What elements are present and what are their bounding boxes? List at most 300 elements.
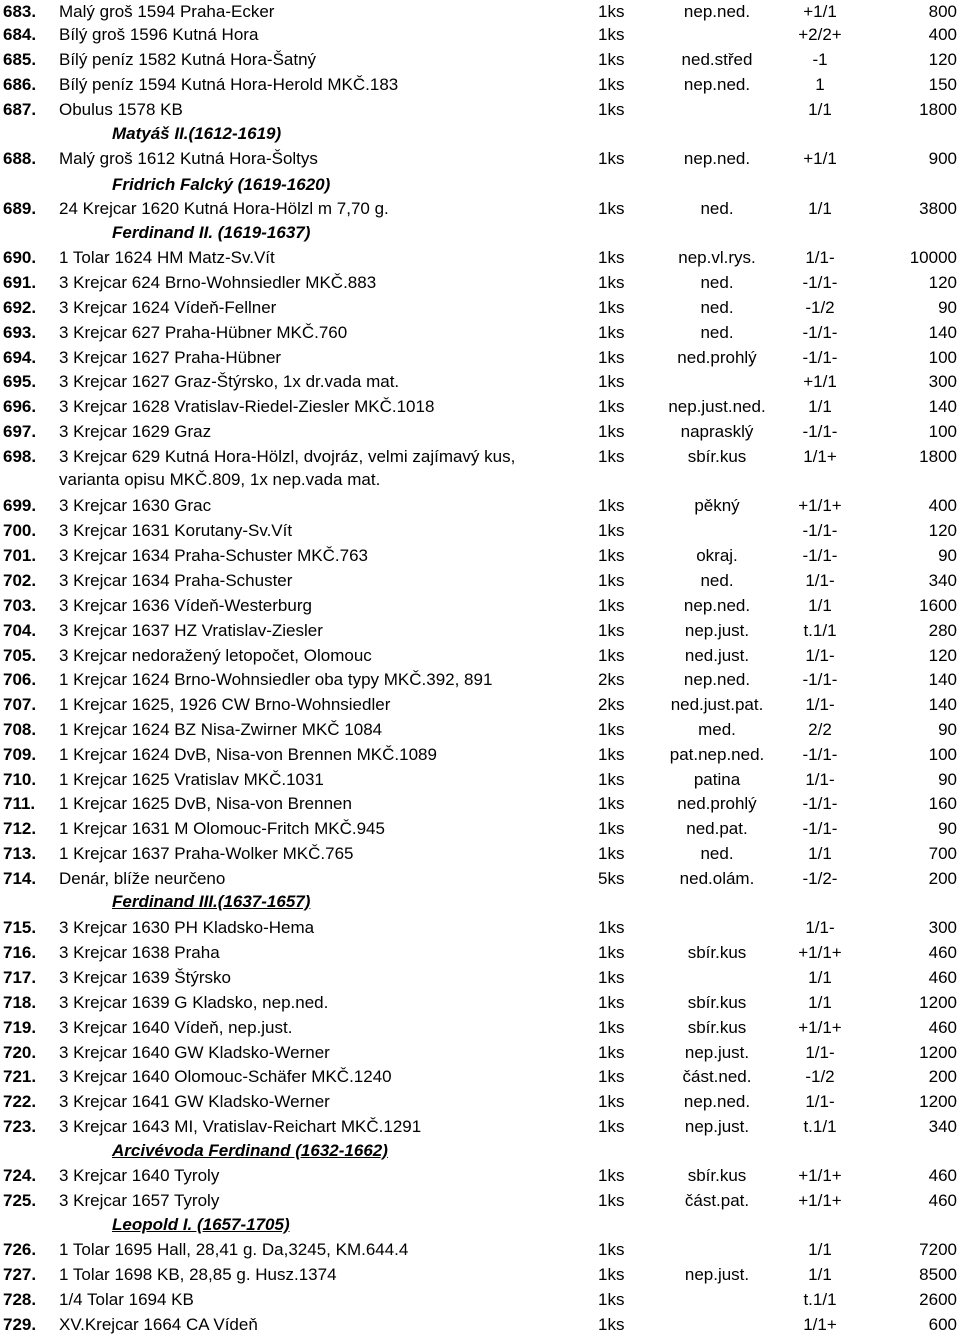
item-grade: 1/1- [805, 571, 835, 590]
item-number: 709. [3, 745, 37, 764]
item-number: 700. [3, 521, 37, 540]
item-grade: -1/1- [802, 521, 838, 540]
catalog-item-row [0, 346, 960, 370]
item-price: 160 [928, 794, 957, 813]
item-condition: nep.ned. [683, 596, 751, 615]
item-grade: -1/1- [802, 819, 838, 838]
catalog-item-row [0, 1313, 960, 1337]
item-description: 1 Krejcar 1631 M Olomouc-Fritch MKČ.945 [59, 819, 385, 838]
item-grade: 1/1- [805, 770, 835, 789]
item-price: 460 [928, 1166, 957, 1185]
item-price: 700 [928, 844, 957, 863]
item-description: 3 Krejcar 1631 Korutany-Sv.Vít [59, 521, 293, 540]
item-number: 695. [3, 372, 37, 391]
ruler-section-heading [0, 1213, 960, 1237]
item-number: 722. [3, 1092, 37, 1111]
item-condition: nep.just. [684, 621, 750, 640]
item-number: 690. [3, 248, 37, 267]
item-quantity: 1ks [598, 968, 625, 987]
item-description: Malý groš 1594 Praha-Ecker [59, 2, 275, 21]
item-price: 140 [928, 695, 957, 714]
item-quantity: 1ks [598, 1117, 625, 1136]
item-condition: pěkný [694, 496, 740, 515]
item-grade: 2/2 [808, 720, 832, 739]
item-quantity: 1ks [598, 571, 625, 590]
item-quantity: 1ks [598, 298, 625, 317]
item-quantity: 1ks [598, 1043, 625, 1062]
item-quantity: 1ks [598, 1315, 625, 1334]
item-quantity: 1ks [598, 50, 625, 69]
item-price: 120 [928, 646, 957, 665]
section-heading-text: Leopold I. (1657-1705) [112, 1215, 290, 1234]
catalog-item-row [0, 867, 960, 891]
item-price: 90 [938, 770, 957, 789]
item-price: 3800 [919, 199, 957, 218]
item-condition: sbír.kus [687, 993, 747, 1012]
item-quantity: 5ks [598, 869, 625, 888]
item-description: 3 Krejcar 1629 Graz [59, 422, 212, 441]
item-quantity: 1ks [598, 447, 625, 466]
item-grade: t.1/1 [803, 1117, 837, 1136]
catalog-item-row [0, 991, 960, 1015]
item-description: 3 Krejcar 1624 Vídeň-Fellner [59, 298, 277, 317]
item-number: 729. [3, 1315, 37, 1334]
item-number: 708. [3, 720, 37, 739]
item-price: 300 [928, 372, 957, 391]
item-condition: ned. [700, 323, 734, 342]
item-quantity: 1ks [598, 720, 625, 739]
item-price: 200 [928, 1067, 957, 1086]
catalog-item-row [0, 644, 960, 668]
item-price: 340 [928, 571, 957, 590]
item-quantity: 1ks [598, 496, 625, 515]
item-description: 1 Krejcar 1624 DvB, Nisa-von Brennen MKČ.1089 [59, 745, 437, 764]
item-quantity: 1ks [598, 819, 625, 838]
item-number: 704. [3, 621, 37, 640]
item-price: 7200 [919, 1240, 957, 1259]
catalog-item-row [0, 519, 960, 543]
item-grade: -1 [812, 50, 828, 69]
item-condition: ned.pat. [686, 819, 748, 838]
catalog-item-row [0, 1115, 960, 1139]
item-quantity: 1ks [598, 2, 625, 21]
item-number: 723. [3, 1117, 37, 1136]
item-price: 100 [928, 348, 957, 367]
item-quantity: 1ks [598, 273, 625, 292]
item-price: 200 [928, 869, 957, 888]
section-heading-text: Ferdinand III.(1637-1657) [112, 892, 311, 911]
item-grade: 1/1 [808, 1265, 832, 1284]
item-quantity: 1ks [598, 422, 625, 441]
item-number: 727. [3, 1265, 37, 1284]
item-price: 90 [938, 819, 957, 838]
item-number: 694. [3, 348, 37, 367]
item-number: 706. [3, 670, 37, 689]
item-description: 3 Krejcar 1643 MI, Vratislav-Reichart MKČ.1291 [59, 1117, 422, 1136]
catalog-item-row [0, 445, 960, 491]
item-grade: -1/1- [802, 745, 838, 764]
item-description: 1 Tolar 1624 HM Matz-Sv.Vít [59, 248, 275, 267]
item-number: 717. [3, 968, 37, 987]
item-condition: ned.prohlý [677, 794, 757, 813]
item-quantity: 1ks [598, 397, 625, 416]
item-description: XV.Krejcar 1664 CA Vídeň [59, 1315, 258, 1334]
item-grade: +1/1 [803, 2, 837, 21]
item-grade: +2/2+ [798, 25, 842, 44]
item-description: 3 Krejcar 1627 Graz-Štýrsko, 1x dr.vada mat. [59, 372, 400, 391]
item-grade: +1/1+ [798, 496, 842, 515]
item-condition: pat.nep.ned. [669, 745, 765, 764]
item-quantity: 1ks [598, 199, 625, 218]
item-condition: nep.vl.rys. [678, 248, 756, 267]
item-price: 280 [928, 621, 957, 640]
item-grade: 1/1+ [803, 447, 837, 466]
item-description: 1 Krejcar 1637 Praha-Wolker MKČ.765 [59, 844, 354, 863]
item-condition: patina [693, 770, 741, 789]
item-condition: nep.ned. [683, 670, 751, 689]
item-number: 683. [3, 2, 37, 21]
item-condition: ned.olám. [679, 869, 755, 888]
item-price: 460 [928, 968, 957, 987]
item-condition: ned.prohlý [677, 348, 757, 367]
item-grade: +1/1 [803, 149, 837, 168]
item-quantity: 1ks [598, 770, 625, 789]
item-price: 140 [928, 323, 957, 342]
catalog-item-row [0, 619, 960, 643]
item-grade: -1/1- [802, 323, 838, 342]
item-quantity: 1ks [598, 248, 625, 267]
catalog-item-row [0, 718, 960, 742]
item-condition: ned. [700, 298, 734, 317]
item-description: 1 Krejcar 1625 Vratislav MKČ.1031 [59, 770, 324, 789]
item-number: 696. [3, 397, 37, 416]
item-quantity: 1ks [598, 745, 625, 764]
catalog-item-row [0, 842, 960, 866]
item-condition: sbír.kus [687, 1018, 747, 1037]
item-description: 3 Krejcar 624 Brno-Wohnsiedler MKČ.883 [59, 273, 377, 292]
catalog-item-row [0, 395, 960, 419]
item-grade: 1/1 [808, 968, 832, 987]
catalog-item-row [0, 544, 960, 568]
item-grade: 1/1 [808, 844, 832, 863]
item-description: Bílý groš 1596 Kutná Hora [59, 25, 259, 44]
item-price: 460 [928, 1191, 957, 1210]
item-condition: med. [698, 720, 736, 739]
item-grade: -1/1- [802, 348, 838, 367]
item-description: 1 Tolar 1698 KB, 28,85 g. Husz.1374 [59, 1265, 337, 1284]
item-description: 3 Krejcar nedoražený letopočet, Olomouc [59, 646, 372, 665]
item-price: 10000 [909, 248, 957, 267]
item-grade: 1/1 [808, 993, 832, 1012]
item-quantity: 1ks [598, 943, 625, 962]
item-description: Bílý peníz 1582 Kutná Hora-Šatný [59, 50, 317, 69]
catalog-item-row [0, 594, 960, 618]
item-condition: nep.ned. [683, 2, 751, 21]
item-price: 1200 [919, 1092, 957, 1111]
item-price: 120 [928, 521, 957, 540]
item-number: 688. [3, 149, 37, 168]
item-number: 697. [3, 422, 37, 441]
item-grade: 1/1- [805, 918, 835, 937]
catalog-item-row [0, 792, 960, 816]
catalog-item-row [0, 1189, 960, 1213]
catalog-item-row [0, 370, 960, 394]
item-number: 712. [3, 819, 37, 838]
catalog-item-row [0, 1263, 960, 1287]
catalog-item-row [0, 420, 960, 444]
item-condition: nep.ned. [683, 1092, 751, 1111]
item-number: 725. [3, 1191, 37, 1210]
item-description: 3 Krejcar 1640 GW Kladsko-Werner [59, 1043, 330, 1062]
item-description: 3 Krejcar 1637 HZ Vratislav-Ziesler [59, 621, 323, 640]
item-description: 24 Krejcar 1620 Kutná Hora-Hölzl m 7,70 g. [59, 199, 389, 218]
item-quantity: 1ks [598, 918, 625, 937]
item-price: 600 [928, 1315, 957, 1334]
item-grade: -1/1- [802, 546, 838, 565]
item-description: 3 Krejcar 629 Kutná Hora-Hölzl, dvojráz, velmi zajímavý kus, varianta opisu MKČ.809, 1x nep.vada mat. [59, 447, 516, 489]
item-number: 724. [3, 1166, 37, 1185]
item-price: 120 [928, 273, 957, 292]
item-description: 3 Krejcar 1634 Praha-Schuster MKČ.763 [59, 546, 368, 565]
catalog-item-row [0, 296, 960, 320]
item-description: 1 Tolar 1695 Hall, 28,41 g. Da,3245, KM.644.4 [59, 1240, 409, 1259]
catalog-item-row [0, 197, 960, 221]
item-description: 3 Krejcar 1630 Grac [59, 496, 212, 515]
catalog-item-row [0, 743, 960, 767]
item-quantity: 2ks [598, 695, 625, 714]
item-number: 705. [3, 646, 37, 665]
item-condition: sbír.kus [687, 943, 747, 962]
item-grade: 1/1+ [803, 1315, 837, 1334]
item-grade: 1/1- [805, 1092, 835, 1111]
item-number: 718. [3, 993, 37, 1012]
item-price: 1600 [919, 596, 957, 615]
item-condition: nep.just. [684, 1117, 750, 1136]
item-grade: -1/1- [802, 422, 838, 441]
item-quantity: 1ks [598, 1166, 625, 1185]
item-condition: ned. [700, 273, 734, 292]
item-condition: nep.just.ned. [668, 397, 766, 416]
item-number: 701. [3, 546, 37, 565]
item-price: 300 [928, 918, 957, 937]
item-price: 1800 [919, 100, 957, 119]
catalog-item-row [0, 23, 960, 47]
catalog-item-row [0, 48, 960, 72]
item-price: 1200 [919, 993, 957, 1012]
item-description: 3 Krejcar 1638 Praha [59, 943, 220, 962]
item-number: 698. [3, 447, 37, 466]
item-price: 140 [928, 397, 957, 416]
item-condition: část.ned. [682, 1067, 752, 1086]
item-description: Bílý peníz 1594 Kutná Hora-Herold MKČ.183 [59, 75, 399, 94]
item-quantity: 1ks [598, 596, 625, 615]
catalog-item-row [0, 1016, 960, 1040]
item-number: 719. [3, 1018, 37, 1037]
item-grade: t.1/1 [803, 621, 837, 640]
item-quantity: 1ks [598, 993, 625, 1012]
catalog-item-row [0, 1041, 960, 1065]
item-price: 140 [928, 670, 957, 689]
item-description: 3 Krejcar 1640 Tyroly [59, 1166, 220, 1185]
item-quantity: 1ks [598, 521, 625, 540]
item-grade: 1/1 [808, 199, 832, 218]
ruler-section-heading [0, 221, 960, 245]
item-number: 710. [3, 770, 37, 789]
item-quantity: 1ks [598, 1290, 625, 1309]
item-quantity: 1ks [598, 348, 625, 367]
catalog-item-row [0, 494, 960, 518]
item-description: 3 Krejcar 1640 Olomouc-Schäfer MKČ.1240 [59, 1067, 392, 1086]
item-number: 726. [3, 1240, 37, 1259]
item-description: Obulus 1578 KB [59, 100, 183, 119]
item-grade: -1/2 [805, 1067, 835, 1086]
item-number: 703. [3, 596, 37, 615]
item-quantity: 1ks [598, 546, 625, 565]
item-description: 1 Krejcar 1625, 1926 CW Brno-Wohnsiedler [59, 695, 391, 714]
item-grade: 1/1- [805, 695, 835, 714]
item-grade: +1/1+ [798, 1191, 842, 1210]
item-number: 684. [3, 25, 37, 44]
item-price: 1800 [919, 447, 957, 466]
catalog-item-row [0, 1065, 960, 1089]
item-description: 1/4 Tolar 1694 KB [59, 1290, 194, 1309]
item-condition: sbír.kus [687, 1166, 747, 1185]
ruler-section-heading [0, 173, 960, 197]
catalog-item-row [0, 569, 960, 593]
item-price: 90 [938, 546, 957, 565]
item-description: 1 Krejcar 1625 DvB, Nisa-von Brennen [59, 794, 352, 813]
item-condition: nep.just. [684, 1265, 750, 1284]
item-description: 3 Krejcar 1627 Praha-Hübner [59, 348, 282, 367]
item-quantity: 2ks [598, 670, 625, 689]
item-grade: 1/1 [808, 100, 832, 119]
item-quantity: 1ks [598, 75, 625, 94]
item-quantity: 1ks [598, 1092, 625, 1111]
item-condition: sbír.kus [687, 447, 747, 466]
item-number: 714. [3, 869, 37, 888]
item-price: 150 [928, 75, 957, 94]
item-number: 728. [3, 1290, 37, 1309]
item-price: 100 [928, 422, 957, 441]
item-grade: 1/1 [808, 596, 832, 615]
item-grade: +1/1+ [798, 1166, 842, 1185]
item-description: 3 Krejcar 1628 Vratislav-Riedel-Ziesler MKČ.1018 [59, 397, 435, 416]
item-grade: 1/1- [805, 646, 835, 665]
catalog-item-row [0, 147, 960, 171]
item-number: 685. [3, 50, 37, 69]
section-heading-text: Fridrich Falcký (1619-1620) [112, 175, 331, 194]
item-condition: nep.ned. [683, 149, 751, 168]
item-price: 120 [928, 50, 957, 69]
item-number: 693. [3, 323, 37, 342]
item-grade: +1/1+ [798, 943, 842, 962]
catalog-item-row [0, 98, 960, 122]
catalog-item-row [0, 73, 960, 97]
item-grade: 1/1- [805, 248, 835, 267]
catalog-item-row [0, 271, 960, 295]
item-condition: ned. [700, 199, 734, 218]
catalog-item-row [0, 321, 960, 345]
item-grade: 1/1 [808, 1240, 832, 1259]
item-number: 686. [3, 75, 37, 94]
item-price: 2600 [919, 1290, 957, 1309]
item-number: 716. [3, 943, 37, 962]
ruler-section-heading [0, 122, 960, 146]
item-number: 687. [3, 100, 37, 119]
item-price: 400 [928, 496, 957, 515]
item-quantity: 1ks [598, 323, 625, 342]
item-grade: -1/2 [805, 298, 835, 317]
item-grade: 1/1 [808, 397, 832, 416]
item-condition: ned.just. [684, 646, 750, 665]
item-quantity: 1ks [598, 372, 625, 391]
item-grade: t.1/1 [803, 1290, 837, 1309]
item-grade: 1/1- [805, 1043, 835, 1062]
item-description: 3 Krejcar 1639 Štýrsko [59, 968, 231, 987]
item-description: 3 Krejcar 1657 Tyroly [59, 1191, 220, 1210]
catalog-item-row [0, 0, 960, 24]
item-price: 340 [928, 1117, 957, 1136]
item-description: 3 Krejcar 1639 G Kladsko, nep.ned. [59, 993, 329, 1012]
item-quantity: 1ks [598, 1240, 625, 1259]
item-description: Denár, blíže neurčeno [59, 869, 226, 888]
item-description: 3 Krejcar 627 Praha-Hübner MKČ.760 [59, 323, 348, 342]
ruler-section-heading [0, 1139, 960, 1163]
item-number: 702. [3, 571, 37, 590]
catalog-item-row [0, 966, 960, 990]
item-number: 713. [3, 844, 37, 863]
item-description: 1 Krejcar 1624 BZ Nisa-Zwirner MKČ 1084 [59, 720, 383, 739]
item-number: 699. [3, 496, 37, 515]
item-condition: ned.střed [681, 50, 753, 69]
item-grade: -1/2- [802, 869, 838, 888]
item-price: 90 [938, 298, 957, 317]
item-quantity: 1ks [598, 646, 625, 665]
catalog-item-row [0, 1238, 960, 1262]
item-price: 90 [938, 720, 957, 739]
item-condition: ned.just.pat. [670, 695, 764, 714]
item-grade: -1/1- [802, 670, 838, 689]
item-grade: 1 [815, 75, 825, 94]
item-price: 400 [928, 25, 957, 44]
item-condition: ned. [700, 571, 734, 590]
catalog-item-row [0, 768, 960, 792]
catalog-item-row [0, 1090, 960, 1114]
catalog-item-row [0, 246, 960, 270]
item-number: 689. [3, 199, 37, 218]
item-condition: nep.ned. [683, 75, 751, 94]
section-heading-text: Matyáš II.(1612-1619) [112, 124, 282, 143]
ruler-section-heading [0, 890, 960, 914]
item-price: 1200 [919, 1043, 957, 1062]
catalog-item-row [0, 941, 960, 965]
item-description: Malý groš 1612 Kutná Hora-Šoltys [59, 149, 318, 168]
item-number: 711. [3, 794, 36, 813]
catalog-item-row [0, 916, 960, 940]
item-grade: +1/1 [803, 372, 837, 391]
item-grade: -1/1- [802, 273, 838, 292]
item-quantity: 1ks [598, 1265, 625, 1284]
item-number: 707. [3, 695, 37, 714]
item-description: 3 Krejcar 1641 GW Kladsko-Werner [59, 1092, 330, 1111]
item-condition: okraj. [696, 546, 738, 565]
item-quantity: 1ks [598, 25, 625, 44]
item-description: 1 Krejcar 1624 Brno-Wohnsiedler oba typy MKČ.392, 891 [59, 670, 493, 689]
item-condition: nep.just. [684, 1043, 750, 1062]
item-number: 720. [3, 1043, 37, 1062]
item-description: 3 Krejcar 1634 Praha-Schuster [59, 571, 293, 590]
item-condition: ned. [700, 844, 734, 863]
